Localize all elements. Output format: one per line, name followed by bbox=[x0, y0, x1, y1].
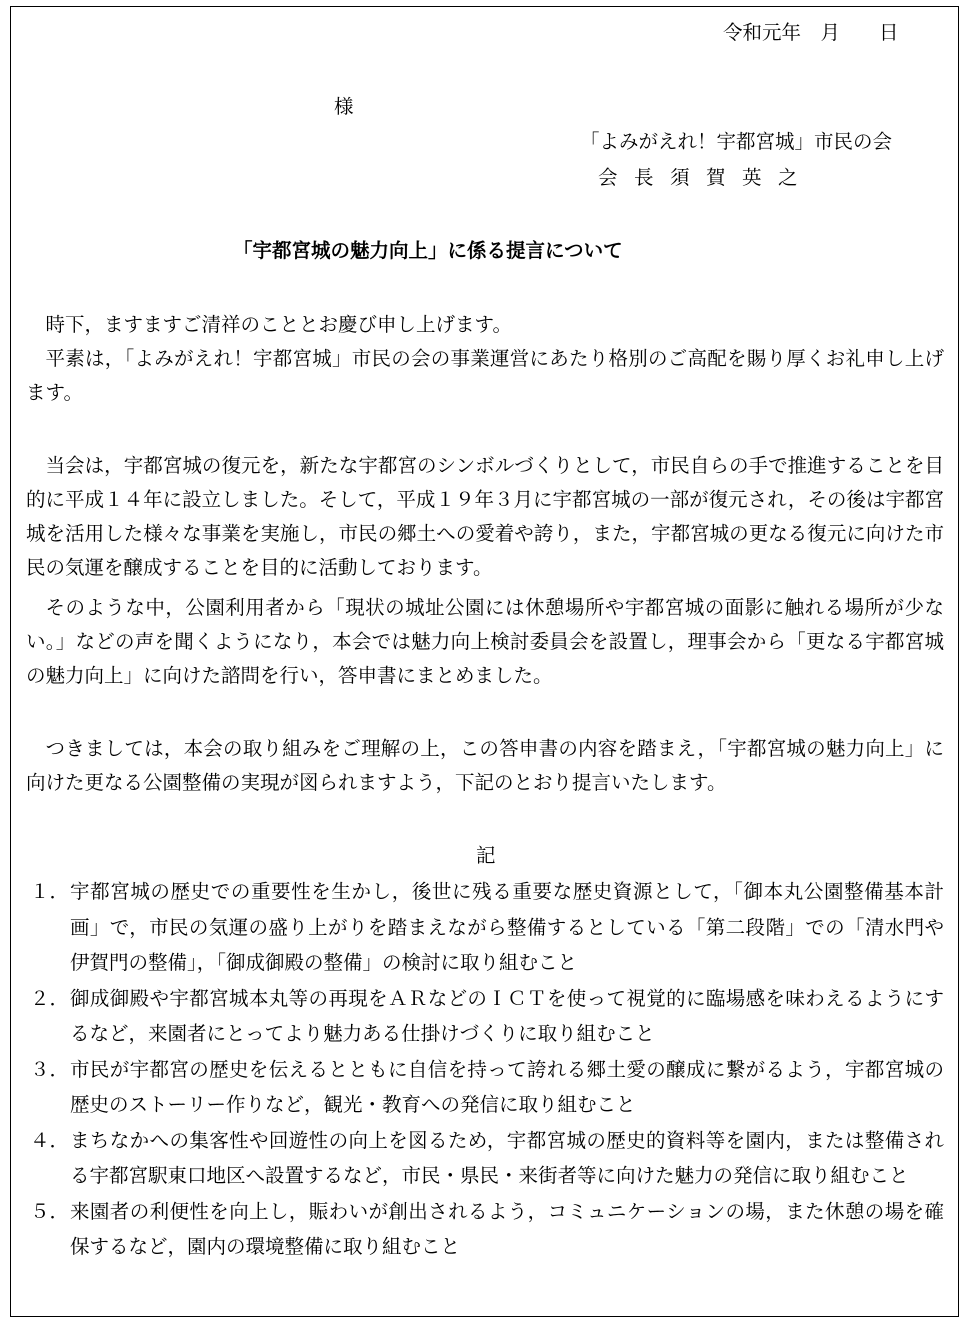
list-item bbox=[30, 874, 944, 981]
sender-chairperson: 会長須賀英之 bbox=[598, 166, 815, 189]
item-text: 市民が宇都宮の歴史を伝えるとともに自信を持って誇れる郷土愛の醸成に繋がるよう，宇都宮城の歴史のストーリー作りなど，観光・教育への発信に取り組むこと bbox=[70, 1057, 944, 1116]
paragraph-thanks: 平素は，「よみがえれ！宇都宮城」市民の会の事業運営にあたり格別のご高配を賜り厚くお礼申し上げます。 bbox=[26, 347, 944, 404]
paragraph-background: 当会は，宇都宮城の復元を，新たな宇都宮のシンボルづくりとして，市民自らの手で推進することを目的に平成１４年に設立しました。そして，平成１９年３月に宇都宮城の一部が復元され，その後は宇都宮城を活用した様々な事業を実施し，市民の郷土への愛着や誇り，また，宇都宮城の更なる復元に向けた市民の気運を醸成することを目的に活動しております。 bbox=[26, 454, 944, 579]
item-number: ３． bbox=[30, 1057, 70, 1081]
list-item bbox=[30, 1052, 944, 1123]
list-item bbox=[30, 1123, 944, 1194]
proposal-list bbox=[30, 874, 944, 1265]
paragraph-proposal-intro: つきましては，本会の取り組みをご理解の上，この答申書の内容を踏まえ，「宇都宮城の魅力向上」に向けた更なる公園整備の実現が図られますよう，下記のとおり提言いたします。 bbox=[26, 737, 944, 794]
item-number: ２． bbox=[30, 986, 70, 1010]
item-number: １． bbox=[30, 880, 70, 903]
item-number: ４． bbox=[30, 1128, 70, 1152]
item-text: まちなかへの集客性や回遊性の向上を図るため，宇都宮城の歴史的資料等を園内，または整備される宇都宮駅東口地区へ設置するなど，市民・県民・来街者等に向けた魅力の発信に取り組むこと bbox=[70, 1128, 944, 1187]
sender-organization: 「よみがえれ！宇都宮城」市民の会 bbox=[580, 130, 893, 153]
document-date: 令和元年 月 日 bbox=[723, 21, 899, 44]
document-subject: 「宇都宮城の魅力向上」に係る提言について bbox=[233, 239, 623, 262]
item-text: 来園者の利便性を向上し，賑わいが創出されるよう，コミュニケーションの場，また休憩の場を確保するなど，園内の環境整備に取り組むこと bbox=[70, 1199, 944, 1258]
addressee-suffix: 様 bbox=[334, 95, 354, 118]
item-number: ５． bbox=[30, 1199, 70, 1223]
paragraph-committee: そのような中，公園利用者から「現状の城址公園には休憩場所や宇都宮城の面影に触れる場所が少ない。」などの声を聞くようになり，本会では魅力向上検討委員会を設置し，理事会から「更なる宇都宮城の魅力向上」に向けた諮問を行い，答申書にまとめました。 bbox=[26, 596, 944, 687]
item-text: 御成御殿や宇都宮城本丸等の再現をＡＲなどのＩＣＴを使って視覚的に臨場感を味わえるようにするなど，来園者にとってより魅力ある仕掛けづくりに取り組むこと bbox=[70, 986, 944, 1045]
ki-heading: 記 bbox=[476, 844, 496, 867]
list-item bbox=[30, 981, 944, 1052]
list-item bbox=[30, 1194, 944, 1265]
item-text: 宇都宮城の歴史での重要性を生かし，後世に残る重要な歴史資源として，「御本丸公園整備基本計画」で，市民の気運の盛り上がりを踏まえながら整備するとしている「第二段階」での「清水門や伊賀門の整備」，「御成御殿の整備」の検討に取り組むこと bbox=[70, 880, 944, 974]
paragraph-greeting: 時下，ますますご清祥のこととお慶び申し上げます。 bbox=[45, 313, 512, 336]
